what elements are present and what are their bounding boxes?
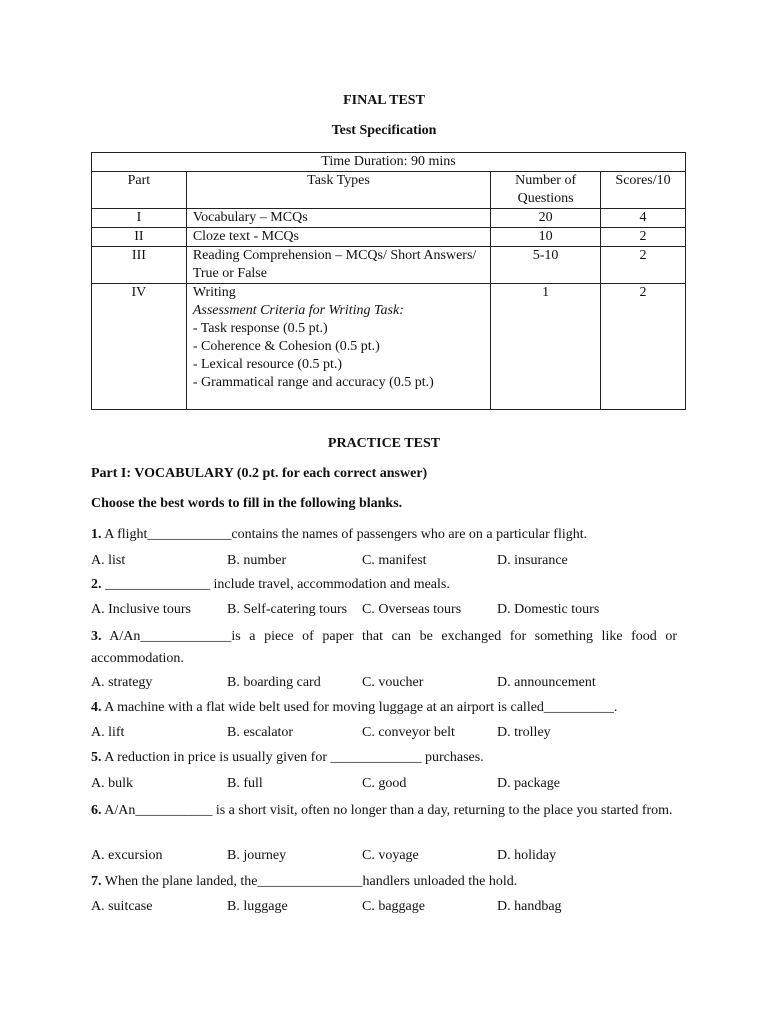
question-5 [91, 749, 484, 767]
criteria-item: - Lexical resource (0.5 pt.) [192, 357, 343, 372]
question-number: 4. [91, 700, 102, 715]
option-c: C. conveyor belt [362, 725, 455, 740]
spec-header-row [92, 172, 686, 209]
table-row [92, 209, 686, 228]
question-6 [91, 800, 677, 822]
option-a: A. bulk [91, 776, 133, 791]
question-text: A/An___________ is a short visit, often no longer than a day, returning to the place you started from. [101, 803, 673, 818]
row-task: Cloze text - MCQs [186, 228, 490, 247]
row-task: Reading Comprehension – MCQs/ Short Answers/ True or False [186, 247, 490, 284]
option-b: B. escalator [227, 725, 294, 740]
spec-duration-row [92, 153, 686, 172]
part1-title: Part I: VOCABULARY (0.2 pt. for each correct answer) [91, 466, 428, 481]
question-text: _______________ include travel, accommodation and meals. [101, 577, 450, 592]
criteria-item: - Grammatical range and accuracy (0.5 pt.) [192, 375, 434, 390]
table-row [92, 284, 686, 410]
row-score: 2 [601, 247, 686, 284]
option-c: C. Overseas tours [362, 602, 462, 617]
question-number: 2. [91, 577, 102, 592]
question-text: A flight____________contains the names of passengers who are on a particular flight. [101, 527, 588, 542]
question-number: 1. [91, 527, 102, 542]
spec-table [91, 152, 686, 410]
page-subtitle: Test Specification [331, 123, 437, 138]
criteria-item: - Task response (0.5 pt.) [192, 321, 328, 336]
option-b: B. boarding card [227, 675, 321, 690]
row-score: 2 [601, 228, 686, 247]
row-part: III [92, 247, 187, 284]
question-text: A machine with a flat wide belt used for moving luggage at an airport is called__________. [101, 700, 618, 715]
option-b: B. number [227, 553, 287, 568]
row-task: Writing [192, 285, 236, 300]
criteria-title: Assessment Criteria for Writing Task: [192, 303, 404, 318]
question-text: When the plane landed, the_______________handlers unloaded the hold. [101, 874, 518, 889]
option-a: A. list [91, 553, 126, 568]
option-c: C. good [362, 776, 407, 791]
page-title: FINAL TEST [343, 93, 425, 108]
criteria-item: - Coherence & Cohesion (0.5 pt.) [192, 339, 380, 354]
option-d: D. Domestic tours [497, 602, 600, 617]
option-a: A. strategy [91, 675, 153, 690]
option-d: D. package [497, 776, 560, 791]
option-d: D. holiday [497, 848, 557, 863]
row-task-writing [186, 284, 490, 410]
row-score: 2 [601, 284, 686, 410]
option-d: D. trolley [497, 725, 551, 740]
question-number: 6. [91, 803, 102, 818]
question-7 [91, 873, 517, 891]
spec-duration: Time Duration: 90 mins [92, 153, 686, 172]
header-number-of-questions: Number of Questions [491, 172, 601, 209]
question-2 [91, 576, 450, 594]
table-row [92, 228, 686, 247]
question-1 [91, 526, 587, 544]
header-task-types: Task Types [186, 172, 490, 209]
row-part: II [92, 228, 187, 247]
option-b: B. Self-catering tours [227, 602, 348, 617]
option-c: C. voucher [362, 675, 424, 690]
option-b: B. full [227, 776, 263, 791]
option-d: D. handbag [497, 899, 562, 914]
practice-title: PRACTICE TEST [327, 436, 441, 451]
question-text: A reduction in price is usually given for _____________ purchases. [101, 750, 484, 765]
question-number: 5. [91, 750, 102, 765]
option-a: A. lift [91, 725, 125, 740]
option-b: B. journey [227, 848, 287, 863]
question-number: 7. [91, 874, 102, 889]
row-part: I [92, 209, 187, 228]
option-c: C. manifest [362, 553, 427, 568]
option-a: A. Inclusive tours [91, 602, 191, 617]
row-count: 5-10 [491, 247, 601, 284]
question-text: A/An_____________is a piece of paper that can be exchanged for something like food or accommodation. [91, 629, 677, 666]
option-b: B. luggage [227, 899, 288, 914]
table-row [92, 247, 686, 284]
question-number: 3. [91, 629, 102, 644]
row-score: 4 [601, 209, 686, 228]
option-d: D. announcement [497, 675, 596, 690]
row-count: 10 [491, 228, 601, 247]
row-task: Vocabulary – MCQs [186, 209, 490, 228]
header-scores: Scores/10 [601, 172, 686, 209]
option-c: C. voyage [362, 848, 419, 863]
instruction: Choose the best words to fill in the following blanks. [91, 496, 403, 511]
question-4 [91, 699, 617, 717]
header-part: Part [92, 172, 187, 209]
row-count: 1 [491, 284, 601, 410]
row-part: IV [92, 284, 187, 410]
option-a: A. suitcase [91, 899, 153, 914]
question-3 [91, 626, 677, 670]
option-c: C. baggage [362, 899, 425, 914]
option-a: A. excursion [91, 848, 163, 863]
row-count: 20 [491, 209, 601, 228]
option-d: D. insurance [497, 553, 568, 568]
